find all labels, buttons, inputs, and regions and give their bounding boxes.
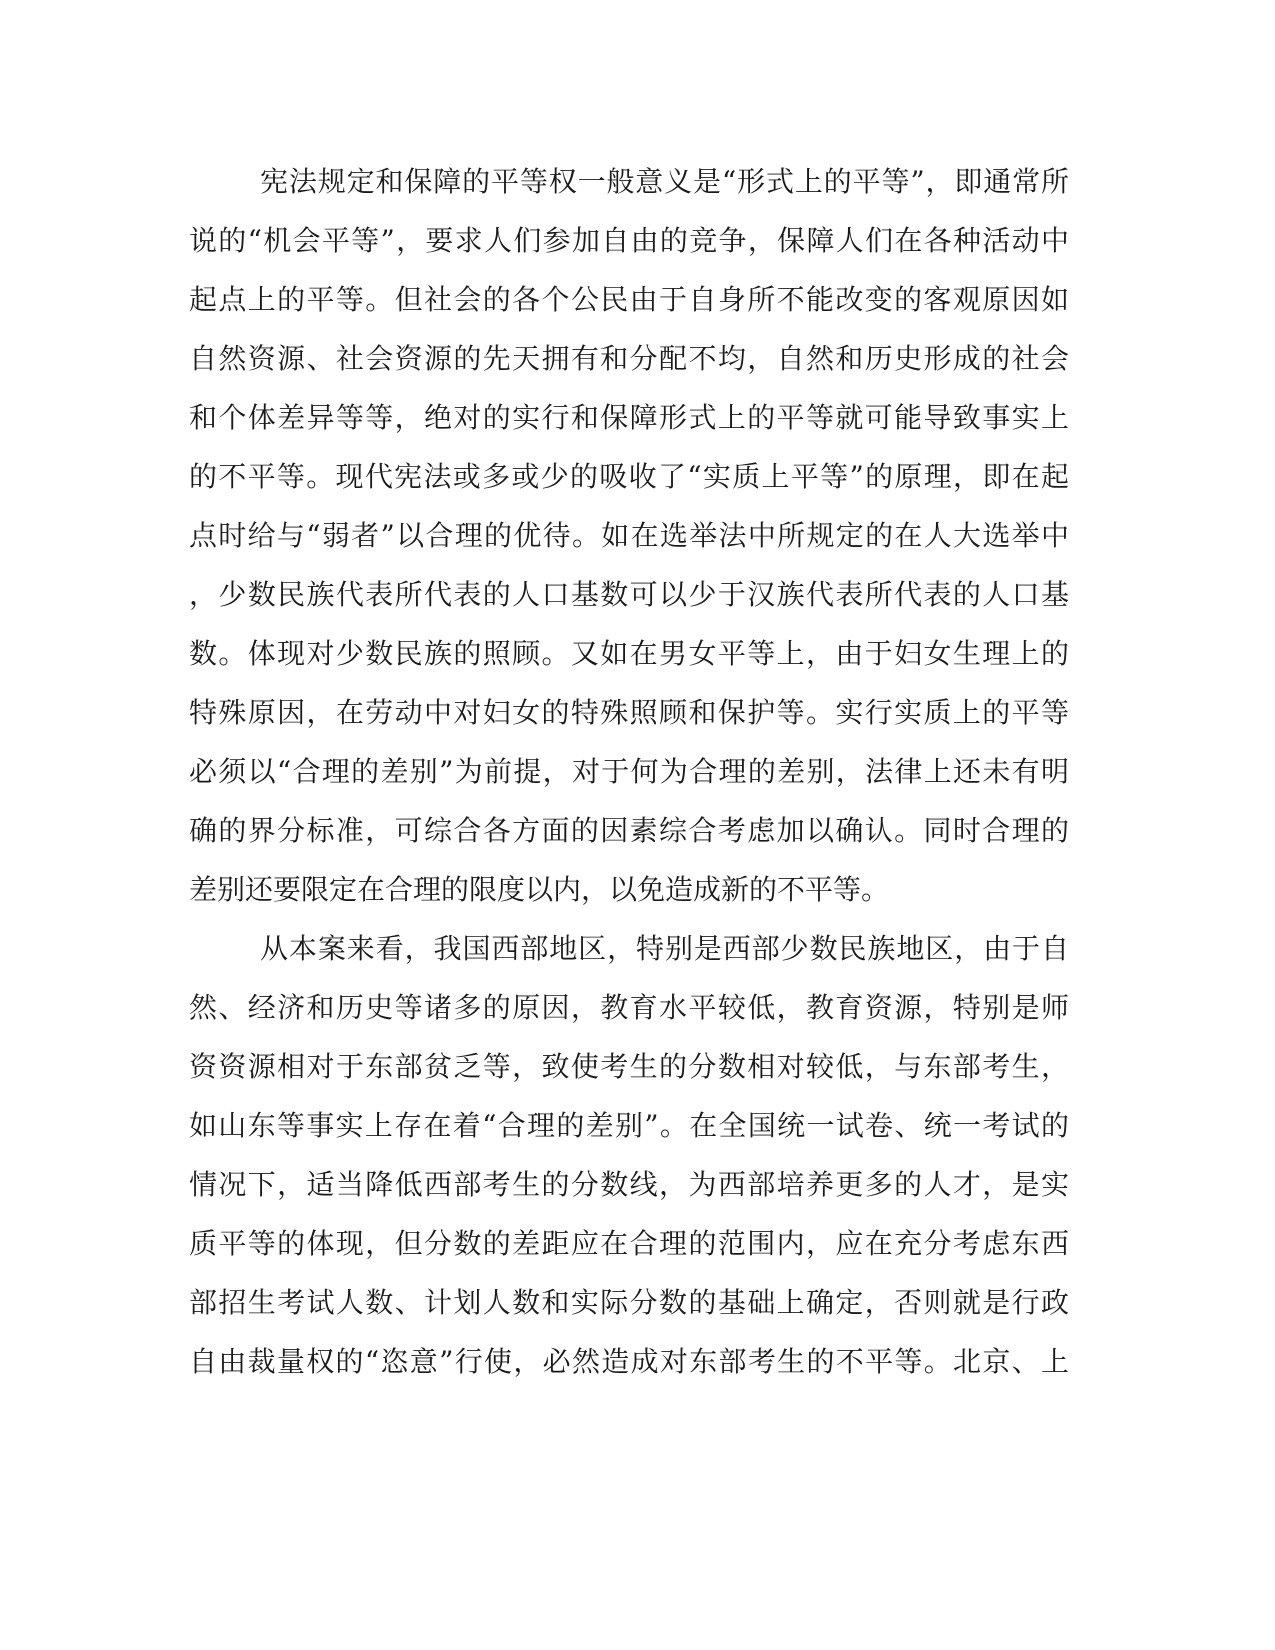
text-line: 必须以“合理的差别”为前提，对于何为合理的差别，法律上还未有明 bbox=[189, 755, 1069, 788]
text-line: 质平等的体现，但分数的差距应在合理的范围内，应在充分考虑东西 bbox=[189, 1227, 1069, 1260]
text-line: ，少数民族代表所代表的人口基数可以少于汉族代表所代表的人口基 bbox=[189, 578, 1069, 611]
text-line: 起点上的平等。但社会的各个公民由于自身所不能改变的客观原因如 bbox=[189, 283, 1069, 316]
text-line: 自由裁量权的“恣意”行使，必然造成对东部考生的不平等。北京、上 bbox=[189, 1345, 1069, 1378]
text-line: 的不平等。现代宪法或多或少的吸收了“实质上平等”的原理，即在起 bbox=[189, 460, 1069, 493]
text-line: 部招生考试人数、计划人数和实际分数的基础上确定，否则就是行政 bbox=[189, 1286, 1069, 1319]
text-line: 说的“机会平等”，要求人们参加自由的竞争，保障人们在各种活动中 bbox=[189, 224, 1069, 257]
text-line: 情况下，适当降低西部考生的分数线，为西部培养更多的人才，是实 bbox=[189, 1168, 1069, 1201]
text-line: 资资源相对于东部贫乏等，致使考生的分数相对较低，与东部考生， bbox=[189, 1050, 1069, 1083]
text-line: 点时给与“弱者”以合理的优待。如在选举法中所规定的在人大选举中 bbox=[189, 519, 1069, 552]
text-line: 特殊原因，在劳动中对妇女的特殊照顾和保护等。实行实质上的平等 bbox=[189, 696, 1069, 729]
text-line: 如山东等事实上存在着“合理的差别”。在全国统一试卷、统一考试的 bbox=[189, 1109, 1069, 1142]
text-line: 和个体差异等等，绝对的实行和保障形式上的平等就可能导致事实上 bbox=[189, 401, 1069, 434]
text-line: 从本案来看，我国西部地区，特别是西部少数民族地区，由于自 bbox=[260, 932, 1069, 965]
text-line: 数。体现对少数民族的照顾。又如在男女平等上，由于妇女生理上的 bbox=[189, 637, 1069, 670]
text-line: 差别还要限定在合理的限度以内，以免造成新的不平等。 bbox=[189, 873, 890, 906]
text-line: 自然资源、社会资源的先天拥有和分配不均，自然和历史形成的社会 bbox=[189, 342, 1069, 375]
text-line: 宪法规定和保障的平等权一般意义是“形式上的平等”，即通常所 bbox=[260, 165, 1069, 198]
text-line: 确的界分标准，可综合各方面的因素综合考虑加以确认。同时合理的 bbox=[189, 814, 1069, 847]
text-line: 然、经济和历史等诸多的原因，教育水平较低，教育资源，特别是师 bbox=[189, 991, 1069, 1024]
